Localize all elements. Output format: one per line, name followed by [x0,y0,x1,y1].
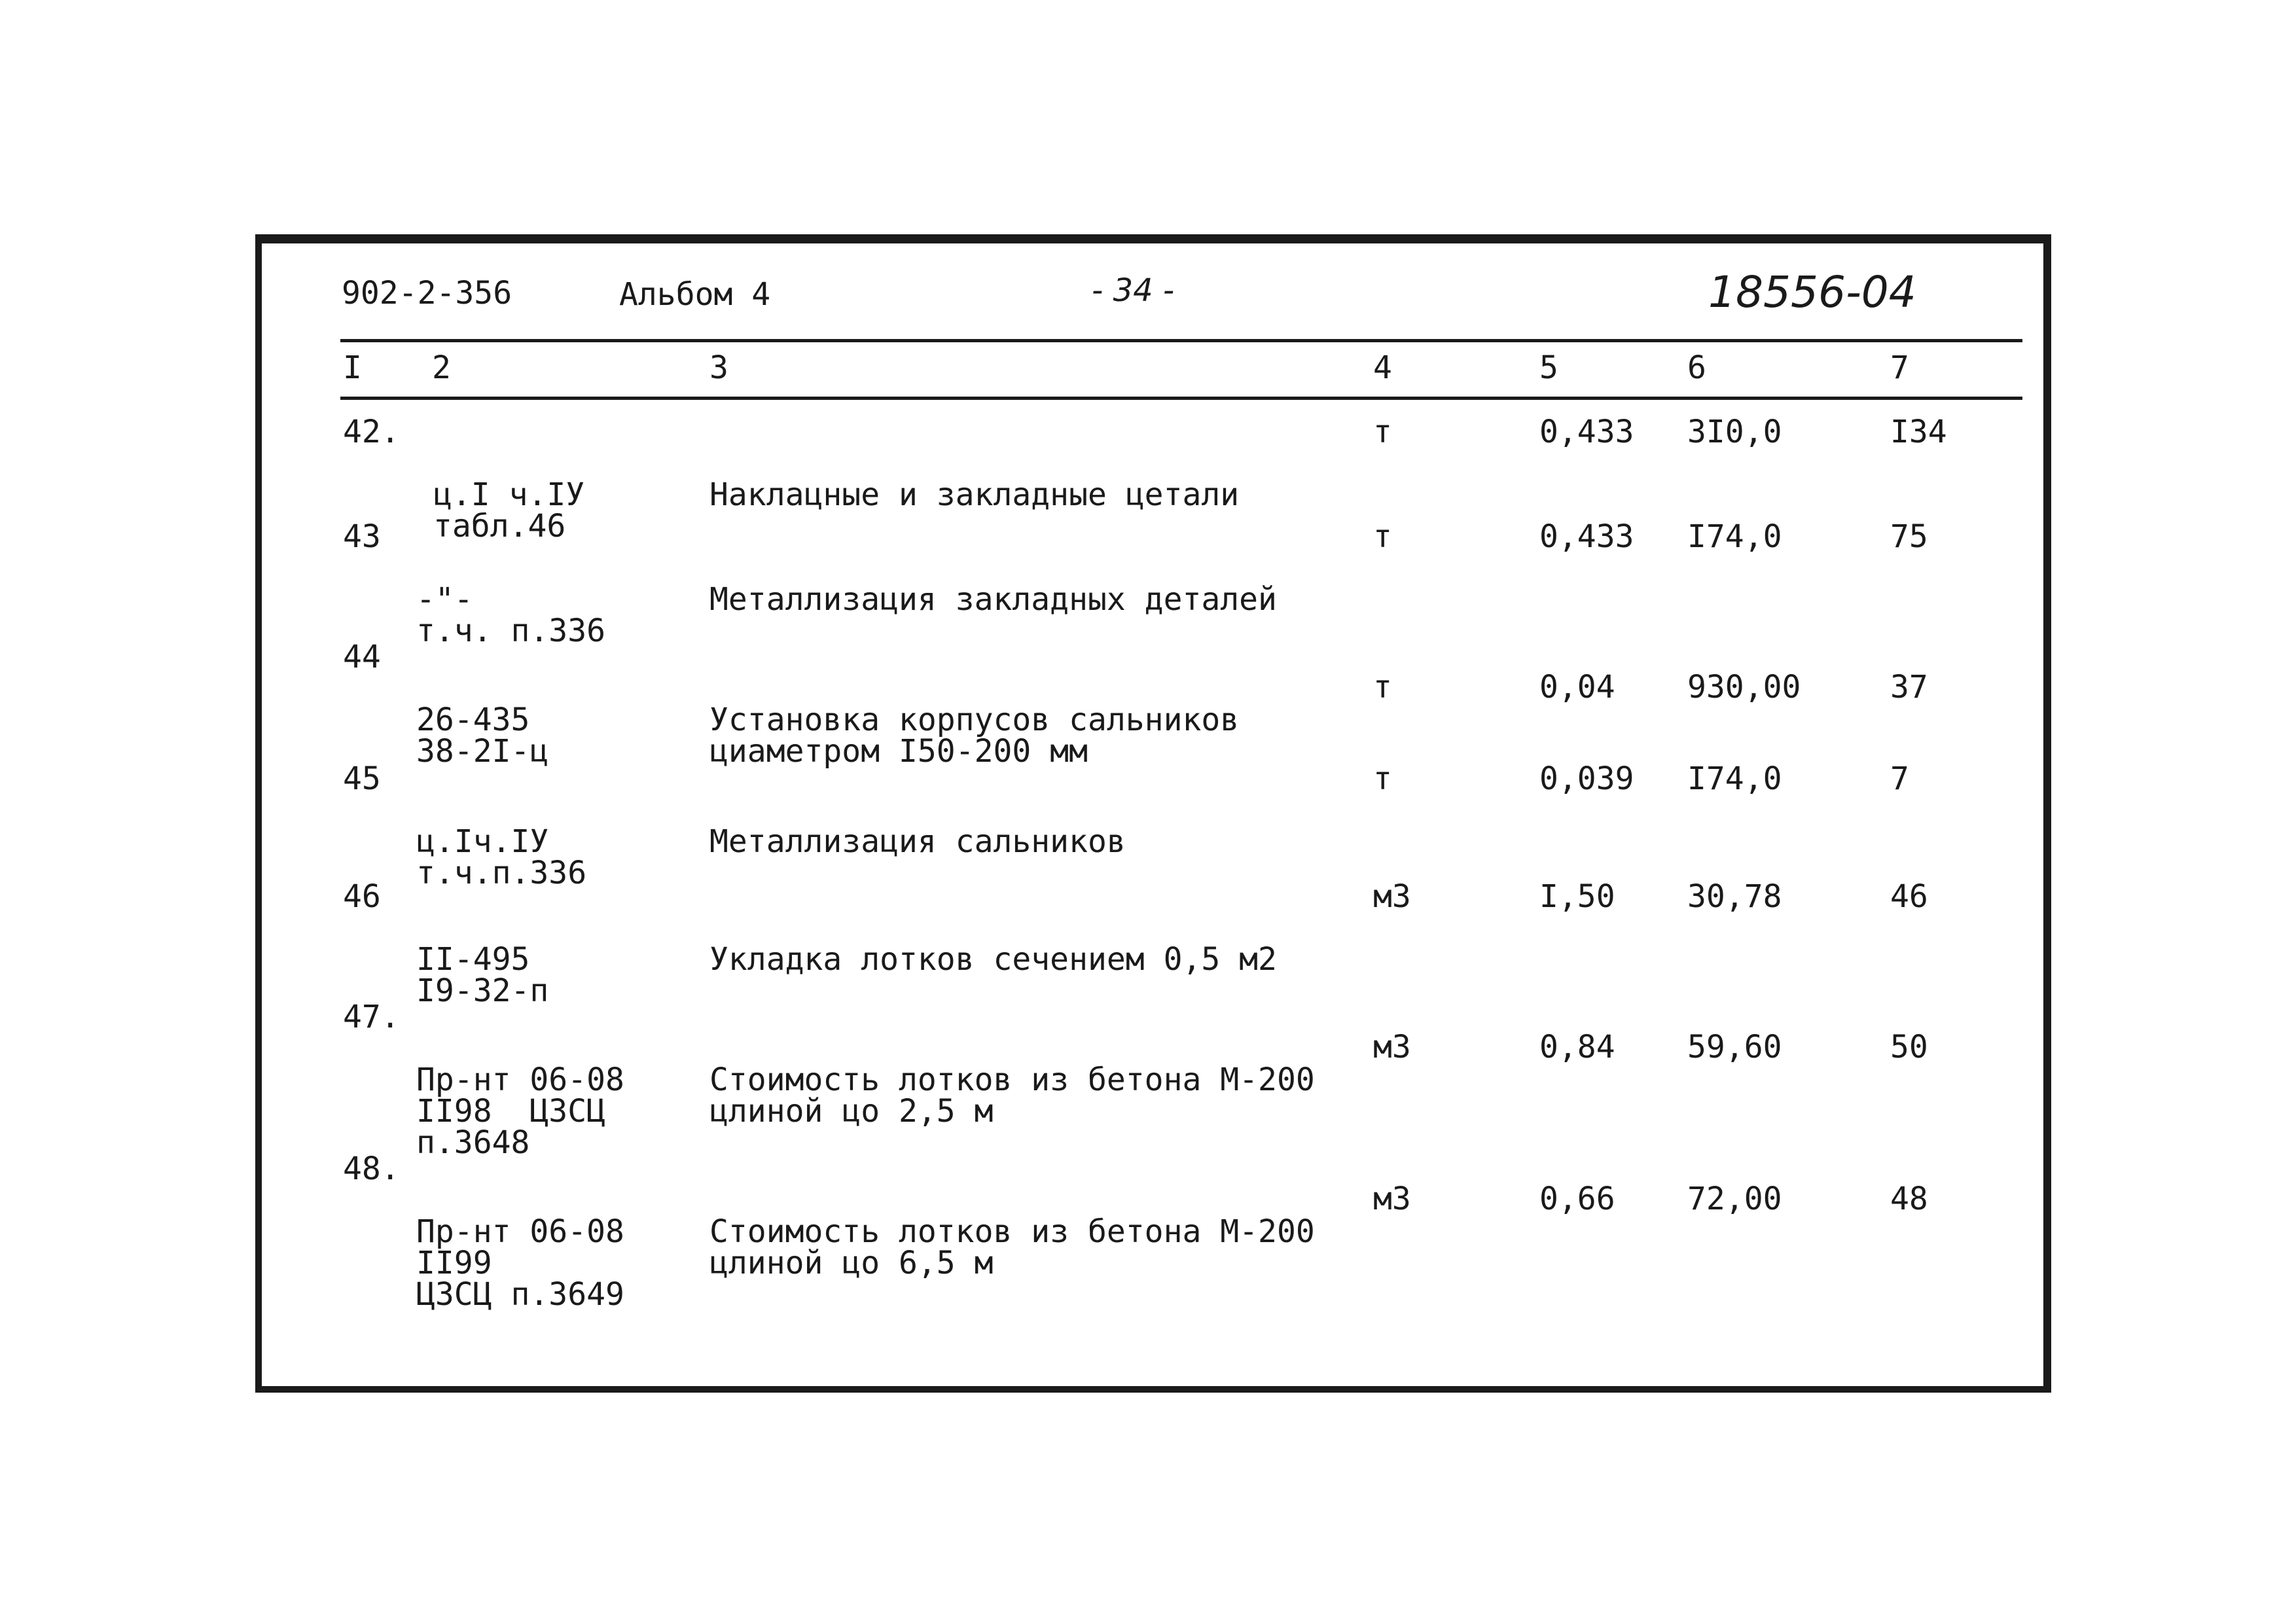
row-42-unit: т [1373,414,1392,450]
row-46-number: 46 [343,878,381,915]
row-44-total: 37 [1890,669,1928,705]
row-44-quantity: 0,04 [1539,669,1615,705]
row-45-number: 45 [343,760,381,797]
row-42-total: I34 [1890,414,1947,450]
column-number-2: 2 [432,349,451,386]
row-48-name: Стоимость лотков из бетона М-200 цлиной цо 6,5 м [709,1213,1315,1281]
row-48-quantity: 0,66 [1539,1181,1615,1217]
column-number-4: 4 [1373,349,1392,386]
row-45-quantity: 0,039 [1539,760,1634,797]
row-44-reference: 26-435 38-2I-ц [416,702,549,770]
row-43-name: Металлизация закладных деталей [709,581,1277,618]
row-47-price: 59,60 [1687,1029,1782,1065]
doc-code: 902-2-356 [342,275,512,312]
row-44-number: 44 [343,639,381,675]
row-46-price: 30,78 [1687,878,1782,915]
row-47-quantity: 0,84 [1539,1029,1615,1065]
row-44-unit: т [1373,669,1392,705]
row-42-reference: ц.I ч.IУ табл.46 [433,476,585,544]
row-48-unit: м3 [1373,1181,1411,1217]
row-42-number: 42. [343,414,400,450]
row-46-name: Укладка лотков сечением 0,5 м2 [709,941,1277,978]
row-42-name: Наклацные и закладные цетали [709,476,1240,513]
row-46-reference: II-495 I9-32-п [416,941,549,1009]
row-45-total: 7 [1890,760,1909,797]
column-number-7: 7 [1890,349,1909,386]
row-47-unit: м3 [1373,1029,1411,1065]
row-42-quantity: 0,433 [1539,414,1634,450]
row-44-price: 930,00 [1687,669,1801,705]
row-42-price: 3I0,0 [1687,414,1782,450]
row-47-total: 50 [1890,1029,1928,1065]
column-number-5: 5 [1539,349,1558,386]
row-48-reference: Пр-нт 06-08 II99 ЦЗСЦ п.3649 [416,1213,624,1313]
page-number: - 34 - [1092,272,1175,309]
row-43-number: 43 [343,518,381,555]
row-43-unit: т [1373,518,1392,555]
row-43-price: I74,0 [1687,518,1782,555]
row-45-name: Металлизация сальников [709,823,1126,860]
row-45-price: I74,0 [1687,760,1782,797]
row-46-quantity: I,50 [1539,878,1615,915]
sheet-number: 18556-04 [1708,267,1916,317]
row-45-unit: т [1373,760,1392,797]
row-44-name: Установка корпусов сальников циаметром I50-200 мм [709,702,1240,770]
header-rule-bottom [340,397,2022,400]
row-46-unit: м3 [1373,878,1411,915]
column-number-3: 3 [709,349,728,386]
row-46-total: 46 [1890,878,1928,915]
row-43-reference: -"- т.ч. п.336 [416,581,605,649]
row-43-quantity: 0,433 [1539,518,1634,555]
row-48-total: 48 [1890,1181,1928,1217]
row-48-price: 72,00 [1687,1181,1782,1217]
column-number-6: 6 [1687,349,1706,386]
column-number-1: I [343,349,362,386]
row-47-name: Стоимость лотков из бетона М-200 цлиной цо 2,5 м [709,1061,1315,1130]
row-48-number: 48. [343,1150,400,1187]
row-45-reference: ц.Iч.IУ т.ч.п.336 [416,823,587,891]
header-rule-top [340,339,2022,342]
row-47-reference: Пр-нт 06-08 II98 ЦЗСЦ п.3648 [416,1061,624,1161]
row-43-total: 75 [1890,518,1928,555]
row-47-number: 47. [343,999,400,1035]
album-label: Альбом 4 [619,276,771,313]
